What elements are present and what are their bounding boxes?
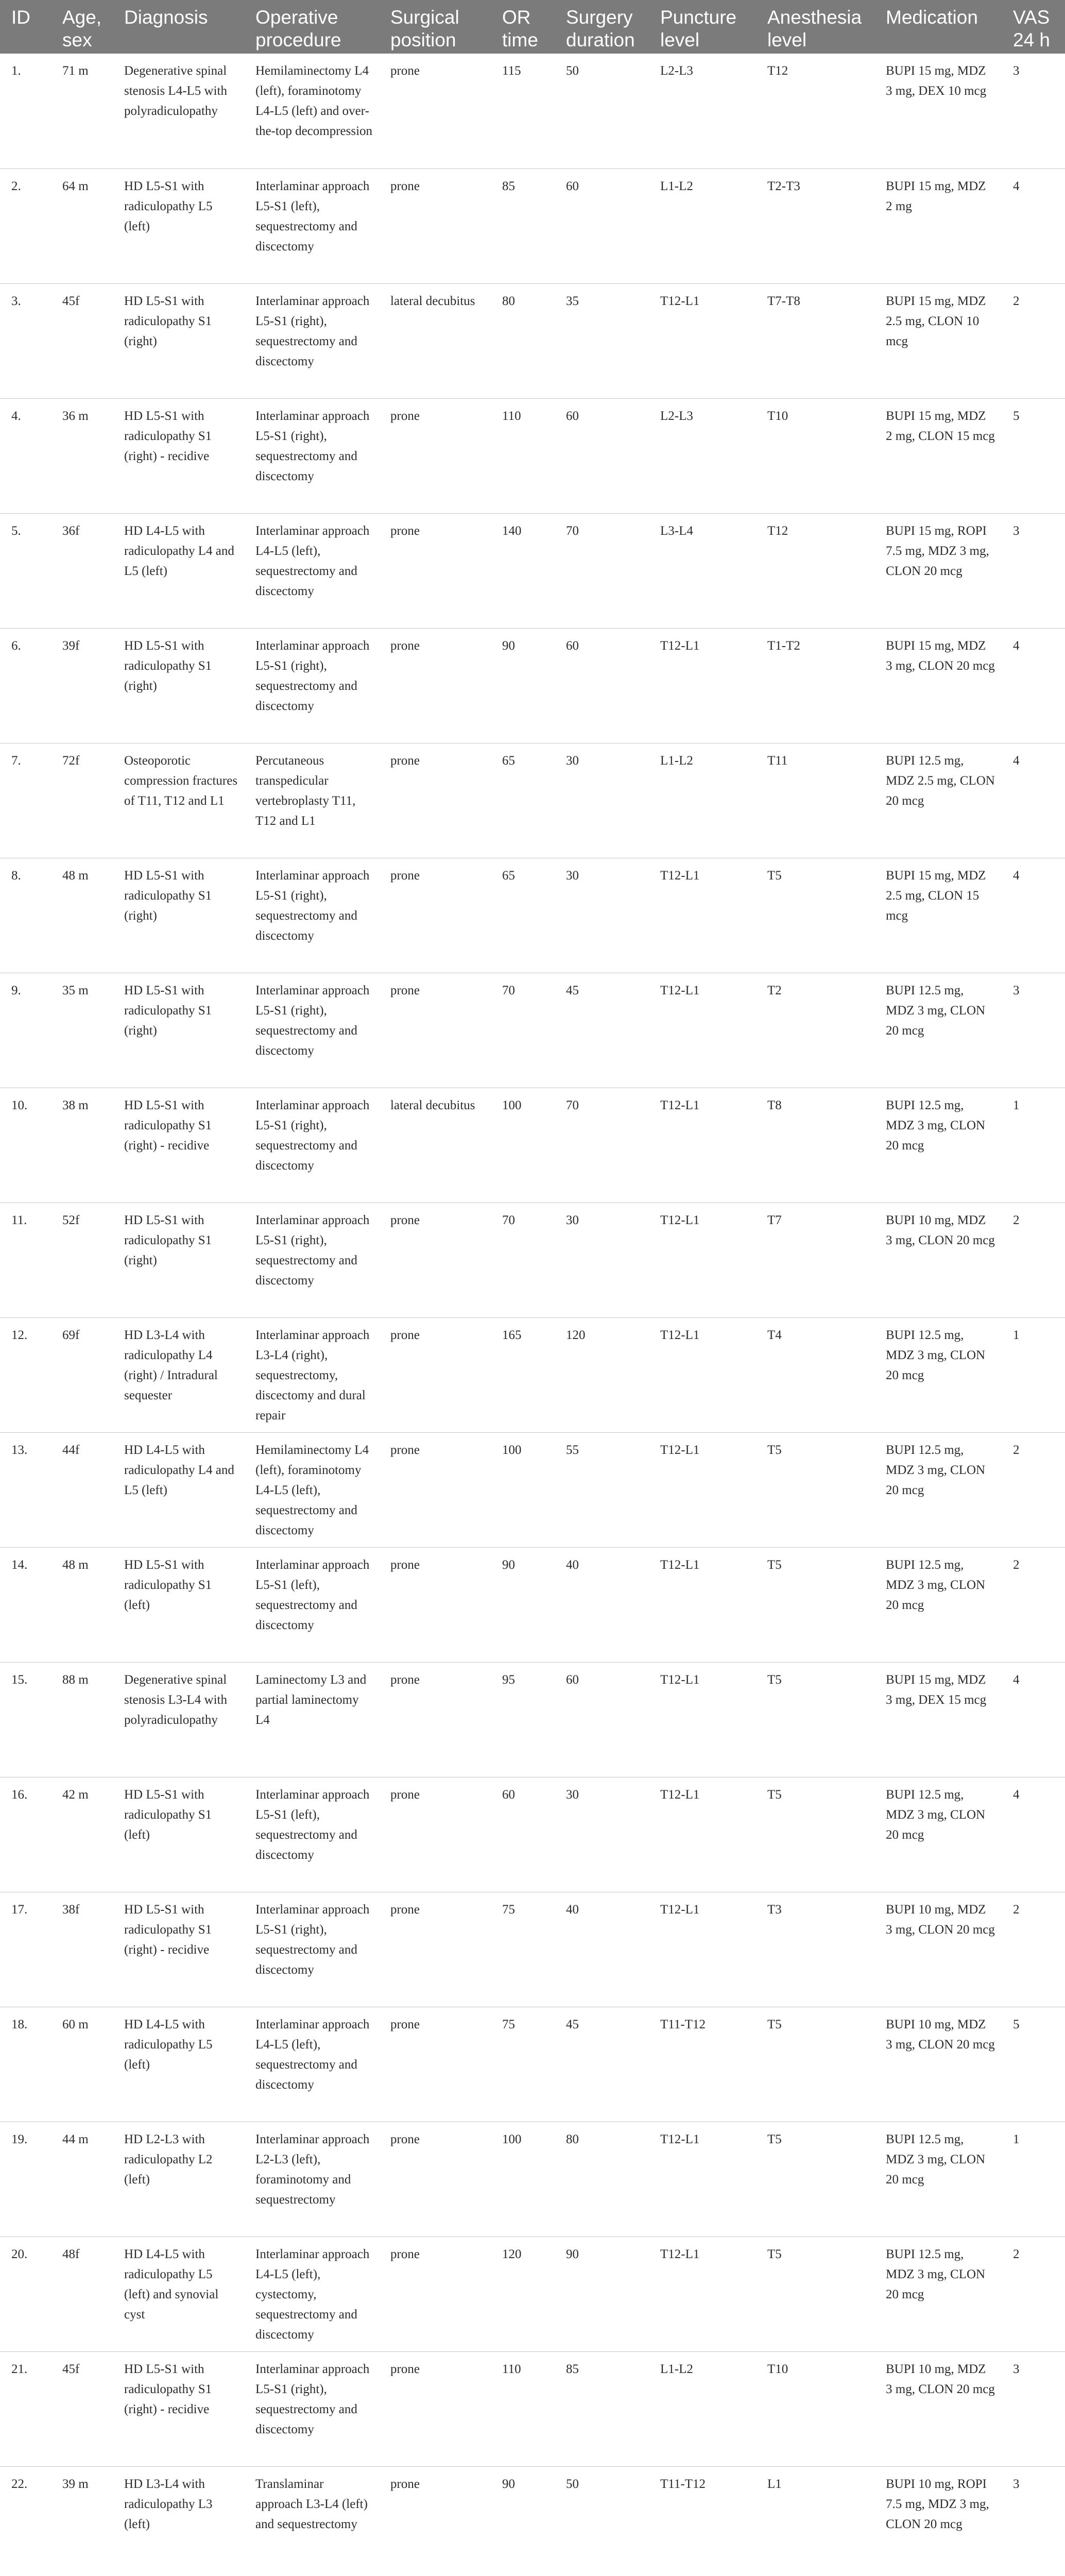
cell-anesthesia-level: T10: [756, 2351, 874, 2466]
cell-or-time: 100: [491, 1088, 555, 1202]
cell-age-sex: 48 m: [51, 1547, 113, 1662]
cell-or-time: 110: [491, 2351, 555, 2466]
cell-operative-procedure: Interlaminar approach L2-L3 (left), foraminotomy and sequestrectomy: [244, 2122, 379, 2236]
cell-anesthesia-level: T10: [756, 398, 874, 513]
cell-age-sex: 72f: [51, 743, 113, 858]
cell-anesthesia-level: T2-T3: [756, 168, 874, 283]
cell-operative-procedure: Interlaminar approach L5-S1 (left), sequestrectomy and discectomy: [244, 1547, 379, 1662]
cell-diagnosis: HD L4-L5 with radiculopathy L4 and L5 (left): [113, 1432, 244, 1547]
cell-or-time: 75: [491, 1892, 555, 2007]
cell-anesthesia-level: T5: [756, 858, 874, 973]
cell-vas-24h: 4: [1002, 1662, 1065, 1777]
cell-surgery-duration: 70: [555, 513, 649, 628]
cell-anesthesia-level: T1-T2: [756, 628, 874, 743]
table-row: [0, 2351, 1065, 2466]
cell-surgical-position: prone: [379, 743, 491, 858]
cell-age-sex: 39 m: [51, 2466, 113, 2576]
table-row: [0, 168, 1065, 283]
cell-puncture-level: L1-L2: [649, 168, 756, 283]
table-row: [0, 513, 1065, 628]
cell-age-sex: 36 m: [51, 398, 113, 513]
cell-anesthesia-level: T7: [756, 1202, 874, 1317]
cell-surgery-duration: 40: [555, 1892, 649, 2007]
table-row: [0, 398, 1065, 513]
cell-age-sex: 38f: [51, 1892, 113, 2007]
cell-operative-procedure: Interlaminar approach L5-S1 (right), sequestrectomy and discectomy: [244, 2351, 379, 2466]
cell-operative-procedure: Translaminar approach L3-L4 (left) and sequestrectomy: [244, 2466, 379, 2576]
cell-diagnosis: HD L5-S1 with radiculopathy S1 (right): [113, 973, 244, 1088]
cell-id: 7.: [0, 743, 51, 858]
cell-age-sex: 35 m: [51, 973, 113, 1088]
cell-medication: BUPI 10 mg, MDZ 3 mg, CLON 20 mcg: [874, 2351, 1002, 2466]
cell-or-time: 65: [491, 858, 555, 973]
header-operative-procedure: Operative procedure: [244, 0, 379, 54]
cell-surgical-position: prone: [379, 1547, 491, 1662]
cell-medication: BUPI 12.5 mg, MDZ 3 mg, CLON 20 mcg: [874, 1317, 1002, 1432]
cell-anesthesia-level: T2: [756, 973, 874, 1088]
cell-puncture-level: T11-T12: [649, 2466, 756, 2576]
cell-operative-procedure: Interlaminar approach L5-S1 (right), sequestrectomy and discectomy: [244, 973, 379, 1088]
cell-age-sex: 36f: [51, 513, 113, 628]
header-id: ID: [0, 0, 51, 54]
cell-diagnosis: HD L5-S1 with radiculopathy S1 (right): [113, 283, 244, 398]
cell-surgical-position: prone: [379, 1662, 491, 1777]
header-medication: Medication: [874, 0, 1002, 54]
cell-diagnosis: HD L4-L5 with radiculopathy L5 (left) and synovial cyst: [113, 2236, 244, 2351]
cell-anesthesia-level: T5: [756, 1777, 874, 1892]
cell-operative-procedure: Hemilaminectomy L4 (left), foraminotomy L4-L5 (left) and over-the-top decompression: [244, 54, 379, 168]
table-row: [0, 628, 1065, 743]
cell-anesthesia-level: T5: [756, 1547, 874, 1662]
cell-anesthesia-level: T11: [756, 743, 874, 858]
cell-diagnosis: HD L5-S1 with radiculopathy S1 (right): [113, 628, 244, 743]
header-row: [0, 0, 1065, 54]
cell-id: 8.: [0, 858, 51, 973]
cell-vas-24h: 4: [1002, 1777, 1065, 1892]
cell-or-time: 140: [491, 513, 555, 628]
cell-diagnosis: HD L5-S1 with radiculopathy S1 (right) - recidive: [113, 1892, 244, 2007]
cell-medication: BUPI 15 mg, MDZ 2 mg, CLON 15 mcg: [874, 398, 1002, 513]
table-row: [0, 1662, 1065, 1777]
cell-anesthesia-level: T5: [756, 2122, 874, 2236]
cell-age-sex: 44 m: [51, 2122, 113, 2236]
cell-diagnosis: HD L5-S1 with radiculopathy S1 (left): [113, 1777, 244, 1892]
cell-surgery-duration: 55: [555, 1432, 649, 1547]
cell-puncture-level: L2-L3: [649, 398, 756, 513]
cell-puncture-level: T12-L1: [649, 1777, 756, 1892]
cell-vas-24h: 2: [1002, 1547, 1065, 1662]
cell-surgical-position: prone: [379, 858, 491, 973]
cell-vas-24h: 4: [1002, 858, 1065, 973]
cell-medication: BUPI 12.5 mg, MDZ 2.5 mg, CLON 20 mcg: [874, 743, 1002, 858]
cell-vas-24h: 2: [1002, 1892, 1065, 2007]
cell-anesthesia-level: T7-T8: [756, 283, 874, 398]
cell-or-time: 90: [491, 2466, 555, 2576]
cell-surgery-duration: 60: [555, 398, 649, 513]
cell-medication: BUPI 12.5 mg, MDZ 3 mg, CLON 20 mcg: [874, 1777, 1002, 1892]
cell-diagnosis: HD L5-S1 with radiculopathy S1 (right) - recidive: [113, 2351, 244, 2466]
cell-operative-procedure: Interlaminar approach L5-S1 (right), sequestrectomy and discectomy: [244, 1202, 379, 1317]
cell-id: 19.: [0, 2122, 51, 2236]
cell-operative-procedure: Interlaminar approach L5-S1 (left), sequestrectomy and discectomy: [244, 1777, 379, 1892]
cell-puncture-level: T11-T12: [649, 2007, 756, 2122]
header-vas-24h: VAS 24 h: [1002, 0, 1065, 54]
cell-puncture-level: T12-L1: [649, 1202, 756, 1317]
cell-age-sex: 64 m: [51, 168, 113, 283]
cell-id: 4.: [0, 398, 51, 513]
cell-id: 2.: [0, 168, 51, 283]
cell-anesthesia-level: T12: [756, 54, 874, 168]
cell-operative-procedure: Interlaminar approach L4-L5 (left), sequestrectomy and discectomy: [244, 2007, 379, 2122]
cell-puncture-level: T12-L1: [649, 1317, 756, 1432]
table-header: [0, 0, 1065, 54]
header-puncture-level: Puncture level: [649, 0, 756, 54]
cell-surgical-position: prone: [379, 2122, 491, 2236]
cell-puncture-level: T12-L1: [649, 283, 756, 398]
table-row: [0, 2236, 1065, 2351]
cell-medication: BUPI 15 mg, ROPI 7.5 mg, MDZ 3 mg, CLON 20 mcg: [874, 513, 1002, 628]
table-row: [0, 1547, 1065, 1662]
cell-id: 9.: [0, 973, 51, 1088]
table-body: [0, 54, 1065, 2576]
cell-medication: BUPI 15 mg, MDZ 3 mg, CLON 20 mcg: [874, 628, 1002, 743]
cell-operative-procedure: Interlaminar approach L4-L5 (left), sequestrectomy and discectomy: [244, 513, 379, 628]
cell-medication: BUPI 12.5 mg, MDZ 3 mg, CLON 20 mcg: [874, 973, 1002, 1088]
cell-surgical-position: prone: [379, 54, 491, 168]
cell-or-time: 115: [491, 54, 555, 168]
cell-medication: BUPI 10 mg, MDZ 3 mg, CLON 20 mcg: [874, 1892, 1002, 2007]
cell-or-time: 100: [491, 1432, 555, 1547]
cell-surgical-position: prone: [379, 2236, 491, 2351]
cell-id: 14.: [0, 1547, 51, 1662]
cell-vas-24h: 1: [1002, 2122, 1065, 2236]
cell-age-sex: 45f: [51, 2351, 113, 2466]
cell-or-time: 65: [491, 743, 555, 858]
table-row: [0, 2007, 1065, 2122]
cell-id: 12.: [0, 1317, 51, 1432]
header-diagnosis: Diagnosis: [113, 0, 244, 54]
cell-diagnosis: HD L3-L4 with radiculopathy L4 (right) / Intradural sequester: [113, 1317, 244, 1432]
cell-vas-24h: 3: [1002, 54, 1065, 168]
cell-vas-24h: 3: [1002, 973, 1065, 1088]
cell-operative-procedure: Interlaminar approach L5-S1 (right), sequestrectomy and discectomy: [244, 858, 379, 973]
cell-anesthesia-level: T5: [756, 2007, 874, 2122]
cell-puncture-level: T12-L1: [649, 973, 756, 1088]
cell-puncture-level: L3-L4: [649, 513, 756, 628]
cell-age-sex: 38 m: [51, 1088, 113, 1202]
cell-diagnosis: HD L2-L3 with radiculopathy L2 (left): [113, 2122, 244, 2236]
cell-id: 21.: [0, 2351, 51, 2466]
cell-puncture-level: T12-L1: [649, 1432, 756, 1547]
cell-puncture-level: T12-L1: [649, 1547, 756, 1662]
table-row: [0, 858, 1065, 973]
cell-diagnosis: HD L5-S1 with radiculopathy S1 (right) - recidive: [113, 398, 244, 513]
cell-medication: BUPI 10 mg, ROPI 7.5 mg, MDZ 3 mg, CLON 20 mcg: [874, 2466, 1002, 2576]
cell-diagnosis: HD L4-L5 with radiculopathy L4 and L5 (left): [113, 513, 244, 628]
cell-or-time: 95: [491, 1662, 555, 1777]
cell-puncture-level: T12-L1: [649, 2236, 756, 2351]
cell-surgical-position: prone: [379, 2466, 491, 2576]
cell-or-time: 60: [491, 1777, 555, 1892]
table-row: [0, 1202, 1065, 1317]
cell-anesthesia-level: L1: [756, 2466, 874, 2576]
cell-medication: BUPI 15 mg, MDZ 3 mg, DEX 10 mcg: [874, 54, 1002, 168]
cell-puncture-level: T12-L1: [649, 1892, 756, 2007]
cell-vas-24h: 2: [1002, 2236, 1065, 2351]
cell-vas-24h: 5: [1002, 2007, 1065, 2122]
cell-anesthesia-level: T3: [756, 1892, 874, 2007]
cell-surgery-duration: 60: [555, 168, 649, 283]
cell-age-sex: 48 m: [51, 858, 113, 973]
table-row: [0, 1892, 1065, 2007]
cell-vas-24h: 2: [1002, 1432, 1065, 1547]
cell-anesthesia-level: T12: [756, 513, 874, 628]
cell-surgery-duration: 120: [555, 1317, 649, 1432]
cell-id: 16.: [0, 1777, 51, 1892]
cell-puncture-level: T12-L1: [649, 2122, 756, 2236]
cell-diagnosis: Degenerative spinal stenosis L3-L4 with polyradiculopathy: [113, 1662, 244, 1777]
header-surgical-position: Surgical position: [379, 0, 491, 54]
cell-operative-procedure: Interlaminar approach L4-L5 (left), cystectomy, sequestrectomy and discectomy: [244, 2236, 379, 2351]
cell-vas-24h: 4: [1002, 168, 1065, 283]
cell-puncture-level: T12-L1: [649, 1088, 756, 1202]
cell-surgical-position: prone: [379, 168, 491, 283]
cell-surgical-position: prone: [379, 398, 491, 513]
cell-or-time: 90: [491, 628, 555, 743]
cell-medication: BUPI 12.5 mg, MDZ 3 mg, CLON 20 mcg: [874, 1547, 1002, 1662]
cell-diagnosis: HD L5-S1 with radiculopathy S1 (right): [113, 1202, 244, 1317]
cell-surgical-position: prone: [379, 1432, 491, 1547]
cell-anesthesia-level: T4: [756, 1317, 874, 1432]
cell-or-time: 85: [491, 168, 555, 283]
cell-age-sex: 44f: [51, 1432, 113, 1547]
cell-id: 1.: [0, 54, 51, 168]
cell-id: 20.: [0, 2236, 51, 2351]
cell-age-sex: 88 m: [51, 1662, 113, 1777]
cell-operative-procedure: Hemilaminectomy L4 (left), foraminotomy L4-L5 (left), sequestrectomy and discectomy: [244, 1432, 379, 1547]
cell-id: 5.: [0, 513, 51, 628]
cell-vas-24h: 2: [1002, 283, 1065, 398]
cell-surgery-duration: 45: [555, 2007, 649, 2122]
cell-diagnosis: Osteoporotic compression fractures of T11, T12 and L1: [113, 743, 244, 858]
cell-surgery-duration: 30: [555, 1777, 649, 1892]
cell-vas-24h: 3: [1002, 2351, 1065, 2466]
cell-diagnosis: HD L5-S1 with radiculopathy S1 (left): [113, 1547, 244, 1662]
cell-diagnosis: HD L5-S1 with radiculopathy S1 (right): [113, 858, 244, 973]
cell-anesthesia-level: T5: [756, 2236, 874, 2351]
cell-surgical-position: prone: [379, 1202, 491, 1317]
cell-surgical-position: lateral decubitus: [379, 283, 491, 398]
table-row: [0, 1777, 1065, 1892]
cell-puncture-level: T12-L1: [649, 628, 756, 743]
table-row: [0, 743, 1065, 858]
cell-id: 3.: [0, 283, 51, 398]
cell-diagnosis: Degenerative spinal stenosis L4-L5 with polyradiculopathy: [113, 54, 244, 168]
table-row: [0, 2466, 1065, 2576]
cell-vas-24h: 1: [1002, 1317, 1065, 1432]
cell-surgical-position: prone: [379, 2007, 491, 2122]
cell-surgery-duration: 60: [555, 628, 649, 743]
cell-operative-procedure: Interlaminar approach L5-S1 (right), sequestrectomy and discectomy: [244, 398, 379, 513]
cell-surgical-position: prone: [379, 628, 491, 743]
cell-surgical-position: lateral decubitus: [379, 1088, 491, 1202]
cell-age-sex: 48f: [51, 2236, 113, 2351]
cell-or-time: 80: [491, 283, 555, 398]
cell-medication: BUPI 12.5 mg, MDZ 3 mg, CLON 20 mcg: [874, 2122, 1002, 2236]
cell-vas-24h: 5: [1002, 398, 1065, 513]
cell-vas-24h: 4: [1002, 743, 1065, 858]
cell-operative-procedure: Interlaminar approach L5-S1 (right), sequestrectomy and discectomy: [244, 1088, 379, 1202]
cell-operative-procedure: Interlaminar approach L3-L4 (right), sequestrectomy, discectomy and dural repair: [244, 1317, 379, 1432]
cell-or-time: 70: [491, 973, 555, 1088]
cell-vas-24h: 3: [1002, 513, 1065, 628]
header-surgery-duration: Surgery duration: [555, 0, 649, 54]
cell-surgical-position: prone: [379, 1317, 491, 1432]
cell-surgery-duration: 50: [555, 54, 649, 168]
cell-operative-procedure: Interlaminar approach L5-S1 (right), sequestrectomy and discectomy: [244, 1892, 379, 2007]
cell-surgery-duration: 30: [555, 858, 649, 973]
cell-diagnosis: HD L5-S1 with radiculopathy S1 (right) - recidive: [113, 1088, 244, 1202]
cell-medication: BUPI 12.5 mg, MDZ 3 mg, CLON 20 mcg: [874, 1088, 1002, 1202]
cell-surgery-duration: 60: [555, 1662, 649, 1777]
cell-id: 6.: [0, 628, 51, 743]
cell-age-sex: 39f: [51, 628, 113, 743]
cell-puncture-level: L1-L2: [649, 743, 756, 858]
cell-surgical-position: prone: [379, 513, 491, 628]
cell-or-time: 120: [491, 2236, 555, 2351]
cell-age-sex: 45f: [51, 283, 113, 398]
cell-operative-procedure: Interlaminar approach L5-S1 (right), sequestrectomy and discectomy: [244, 628, 379, 743]
cell-surgery-duration: 90: [555, 2236, 649, 2351]
cell-surgical-position: prone: [379, 1777, 491, 1892]
cell-id: 11.: [0, 1202, 51, 1317]
cell-surgery-duration: 30: [555, 1202, 649, 1317]
cell-diagnosis: HD L4-L5 with radiculopathy L5 (left): [113, 2007, 244, 2122]
cell-puncture-level: T12-L1: [649, 858, 756, 973]
table-row: [0, 1432, 1065, 1547]
cell-diagnosis: HD L5-S1 with radiculopathy L5 (left): [113, 168, 244, 283]
cell-medication: BUPI 12.5 mg, MDZ 3 mg, CLON 20 mcg: [874, 2236, 1002, 2351]
cell-id: 22.: [0, 2466, 51, 2576]
cell-age-sex: 52f: [51, 1202, 113, 1317]
cell-medication: BUPI 15 mg, MDZ 3 mg, DEX 15 mcg: [874, 1662, 1002, 1777]
cell-operative-procedure: Interlaminar approach L5-S1 (left), sequestrectomy and discectomy: [244, 168, 379, 283]
cell-age-sex: 71 m: [51, 54, 113, 168]
cell-medication: BUPI 15 mg, MDZ 2.5 mg, CLON 15 mcg: [874, 858, 1002, 973]
cell-anesthesia-level: T5: [756, 1432, 874, 1547]
cell-id: 18.: [0, 2007, 51, 2122]
cell-surgical-position: prone: [379, 973, 491, 1088]
cell-medication: BUPI 15 mg, MDZ 2 mg: [874, 168, 1002, 283]
cell-diagnosis: HD L3-L4 with radiculopathy L3 (left): [113, 2466, 244, 2576]
cell-surgical-position: prone: [379, 2351, 491, 2466]
cell-surgery-duration: 85: [555, 2351, 649, 2466]
cell-puncture-level: L1-L2: [649, 2351, 756, 2466]
cell-medication: BUPI 10 mg, MDZ 3 mg, CLON 20 mcg: [874, 1202, 1002, 1317]
cell-anesthesia-level: T8: [756, 1088, 874, 1202]
cell-medication: BUPI 12.5 mg, MDZ 3 mg, CLON 20 mcg: [874, 1432, 1002, 1547]
cell-surgery-duration: 30: [555, 743, 649, 858]
cell-medication: BUPI 10 mg, MDZ 3 mg, CLON 20 mcg: [874, 2007, 1002, 2122]
table-row: [0, 973, 1065, 1088]
cell-age-sex: 60 m: [51, 2007, 113, 2122]
cell-operative-procedure: Interlaminar approach L5-S1 (right), sequestrectomy and discectomy: [244, 283, 379, 398]
cell-vas-24h: 4: [1002, 628, 1065, 743]
cell-or-time: 75: [491, 2007, 555, 2122]
cell-age-sex: 69f: [51, 1317, 113, 1432]
table-row: [0, 283, 1065, 398]
cell-id: 17.: [0, 1892, 51, 2007]
cell-or-time: 165: [491, 1317, 555, 1432]
cell-or-time: 110: [491, 398, 555, 513]
cell-surgical-position: prone: [379, 1892, 491, 2007]
cell-puncture-level: L2-L3: [649, 54, 756, 168]
header-or-time: OR time: [491, 0, 555, 54]
cell-vas-24h: 2: [1002, 1202, 1065, 1317]
cell-anesthesia-level: T5: [756, 1662, 874, 1777]
cell-surgery-duration: 80: [555, 2122, 649, 2236]
header-age-sex: Age, sex: [51, 0, 113, 54]
cell-id: 15.: [0, 1662, 51, 1777]
cell-age-sex: 42 m: [51, 1777, 113, 1892]
cell-surgery-duration: 35: [555, 283, 649, 398]
cell-puncture-level: T12-L1: [649, 1662, 756, 1777]
cell-or-time: 70: [491, 1202, 555, 1317]
cell-or-time: 90: [491, 1547, 555, 1662]
cell-surgery-duration: 70: [555, 1088, 649, 1202]
cell-vas-24h: 1: [1002, 1088, 1065, 1202]
cell-operative-procedure: Percutaneous transpedicular vertebroplasty T11, T12 and L1: [244, 743, 379, 858]
table-row: [0, 1088, 1065, 1202]
cell-medication: BUPI 15 mg, MDZ 2.5 mg, CLON 10 mcg: [874, 283, 1002, 398]
header-anesthesia-level: Anesthesia level: [756, 0, 874, 54]
cell-operative-procedure: Laminectomy L3 and partial laminectomy L4: [244, 1662, 379, 1777]
table-row: [0, 2122, 1065, 2236]
cell-id: 13.: [0, 1432, 51, 1547]
cell-or-time: 100: [491, 2122, 555, 2236]
cell-id: 10.: [0, 1088, 51, 1202]
table-row: [0, 54, 1065, 168]
cell-surgery-duration: 40: [555, 1547, 649, 1662]
cell-surgery-duration: 45: [555, 973, 649, 1088]
cell-vas-24h: 3: [1002, 2466, 1065, 2576]
table-row: [0, 1317, 1065, 1432]
cell-surgery-duration: 50: [555, 2466, 649, 2576]
